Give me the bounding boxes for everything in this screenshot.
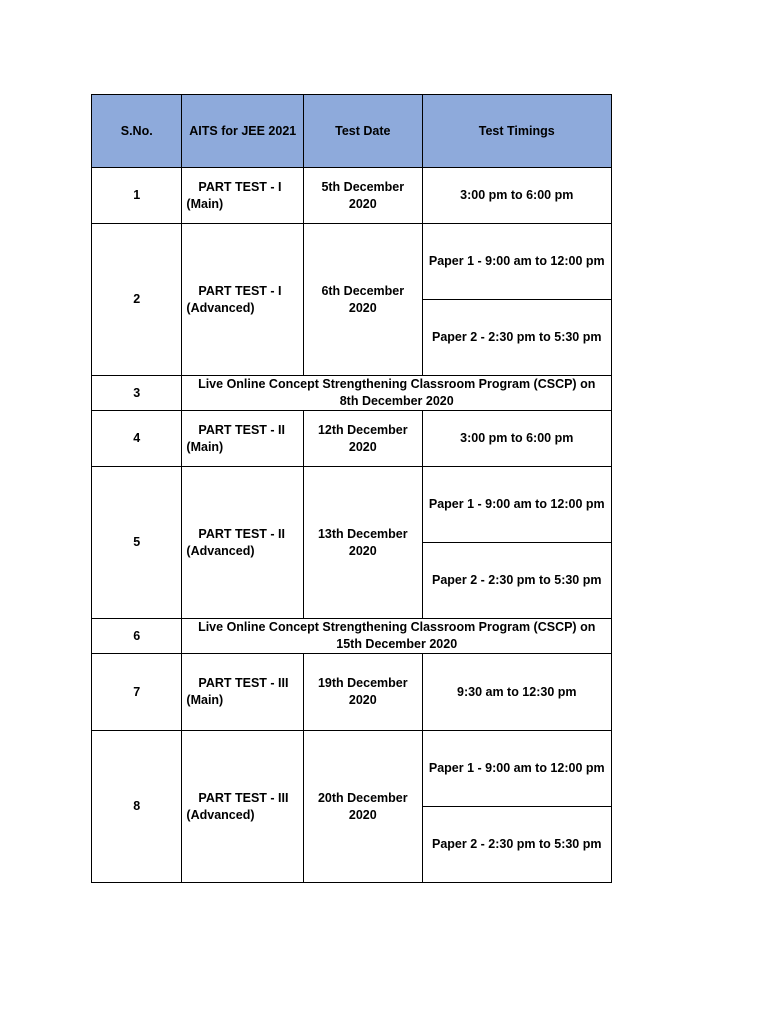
row-test-date: 13th December 2020 <box>304 467 422 619</box>
table-row <box>92 619 612 654</box>
test-name-line2: (Advanced) <box>186 807 255 822</box>
row-test-name <box>182 654 304 731</box>
table-header <box>92 95 612 168</box>
row-test-timing: 9:30 am to 12:30 pm <box>422 654 612 731</box>
header-test-date: Test Date <box>304 95 422 168</box>
row-sno: 1 <box>92 168 182 224</box>
table-row <box>92 376 612 411</box>
test-name-line2: (Advanced) <box>186 300 255 315</box>
header-row <box>92 95 612 168</box>
row-sno: 8 <box>92 731 182 883</box>
row-test-name <box>182 224 304 376</box>
row-cscp-note: Live Online Concept Strengthening Classroom Program (CSCP) on 8th December 2020 <box>182 376 612 411</box>
test-name-line2: (Main) <box>186 439 224 454</box>
row-sno: 4 <box>92 411 182 467</box>
row-sno: 3 <box>92 376 182 411</box>
row-test-timing-paper1: Paper 1 - 9:00 am to 12:00 pm <box>422 731 612 807</box>
row-test-timing-paper1: Paper 1 - 9:00 am to 12:00 pm <box>422 224 612 300</box>
row-sno: 5 <box>92 467 182 619</box>
table-row <box>92 168 612 224</box>
row-test-name <box>182 168 304 224</box>
header-test-name: AITS for JEE 2021 <box>182 95 304 168</box>
test-name-line1: PART TEST - I <box>198 283 282 298</box>
test-name-line1: PART TEST - II <box>198 422 285 437</box>
row-test-date: 6th December 2020 <box>304 224 422 376</box>
row-sno: 2 <box>92 224 182 376</box>
row-sno: 6 <box>92 619 182 654</box>
test-name-line1: PART TEST - III <box>198 676 289 690</box>
header-sno: S.No. <box>92 95 182 168</box>
table-body <box>92 168 612 883</box>
row-test-timing: 3:00 pm to 6:00 pm <box>422 411 612 467</box>
row-test-date: 20th December 2020 <box>304 731 422 883</box>
header-test-timings: Test Timings <box>422 95 612 168</box>
row-test-timing: 3:00 pm to 6:00 pm <box>422 168 612 224</box>
row-cscp-note: Live Online Concept Strengthening Classroom Program (CSCP) on 15th December 2020 <box>182 619 612 654</box>
row-test-timing-paper1: Paper 1 - 9:00 am to 12:00 pm <box>422 467 612 543</box>
table-row <box>92 467 612 543</box>
test-name-line1: PART TEST - I <box>198 179 282 194</box>
table-row <box>92 411 612 467</box>
row-sno: 7 <box>92 654 182 731</box>
table-row <box>92 731 612 807</box>
row-test-timing-paper2: Paper 2 - 2:30 pm to 5:30 pm <box>422 807 612 883</box>
test-name-line2: (Main) <box>186 196 224 211</box>
aits-schedule-table <box>91 94 612 883</box>
test-name-line1: PART TEST - III <box>198 790 289 805</box>
row-test-name <box>182 731 304 883</box>
row-test-date: 12th December 2020 <box>304 411 422 467</box>
test-name-line2: (Main) <box>186 693 224 707</box>
test-name-line2: (Advanced) <box>186 543 255 558</box>
row-test-name <box>182 411 304 467</box>
table-row <box>92 224 612 300</box>
row-test-timing-paper2: Paper 2 - 2:30 pm to 5:30 pm <box>422 543 612 619</box>
test-name-line1: PART TEST - II <box>198 526 285 541</box>
row-test-date: 5th December 2020 <box>304 168 422 224</box>
row-test-date: 19th December 2020 <box>304 654 422 731</box>
table-row <box>92 654 612 731</box>
row-test-timing-paper2: Paper 2 - 2:30 pm to 5:30 pm <box>422 300 612 376</box>
row-test-name <box>182 467 304 619</box>
